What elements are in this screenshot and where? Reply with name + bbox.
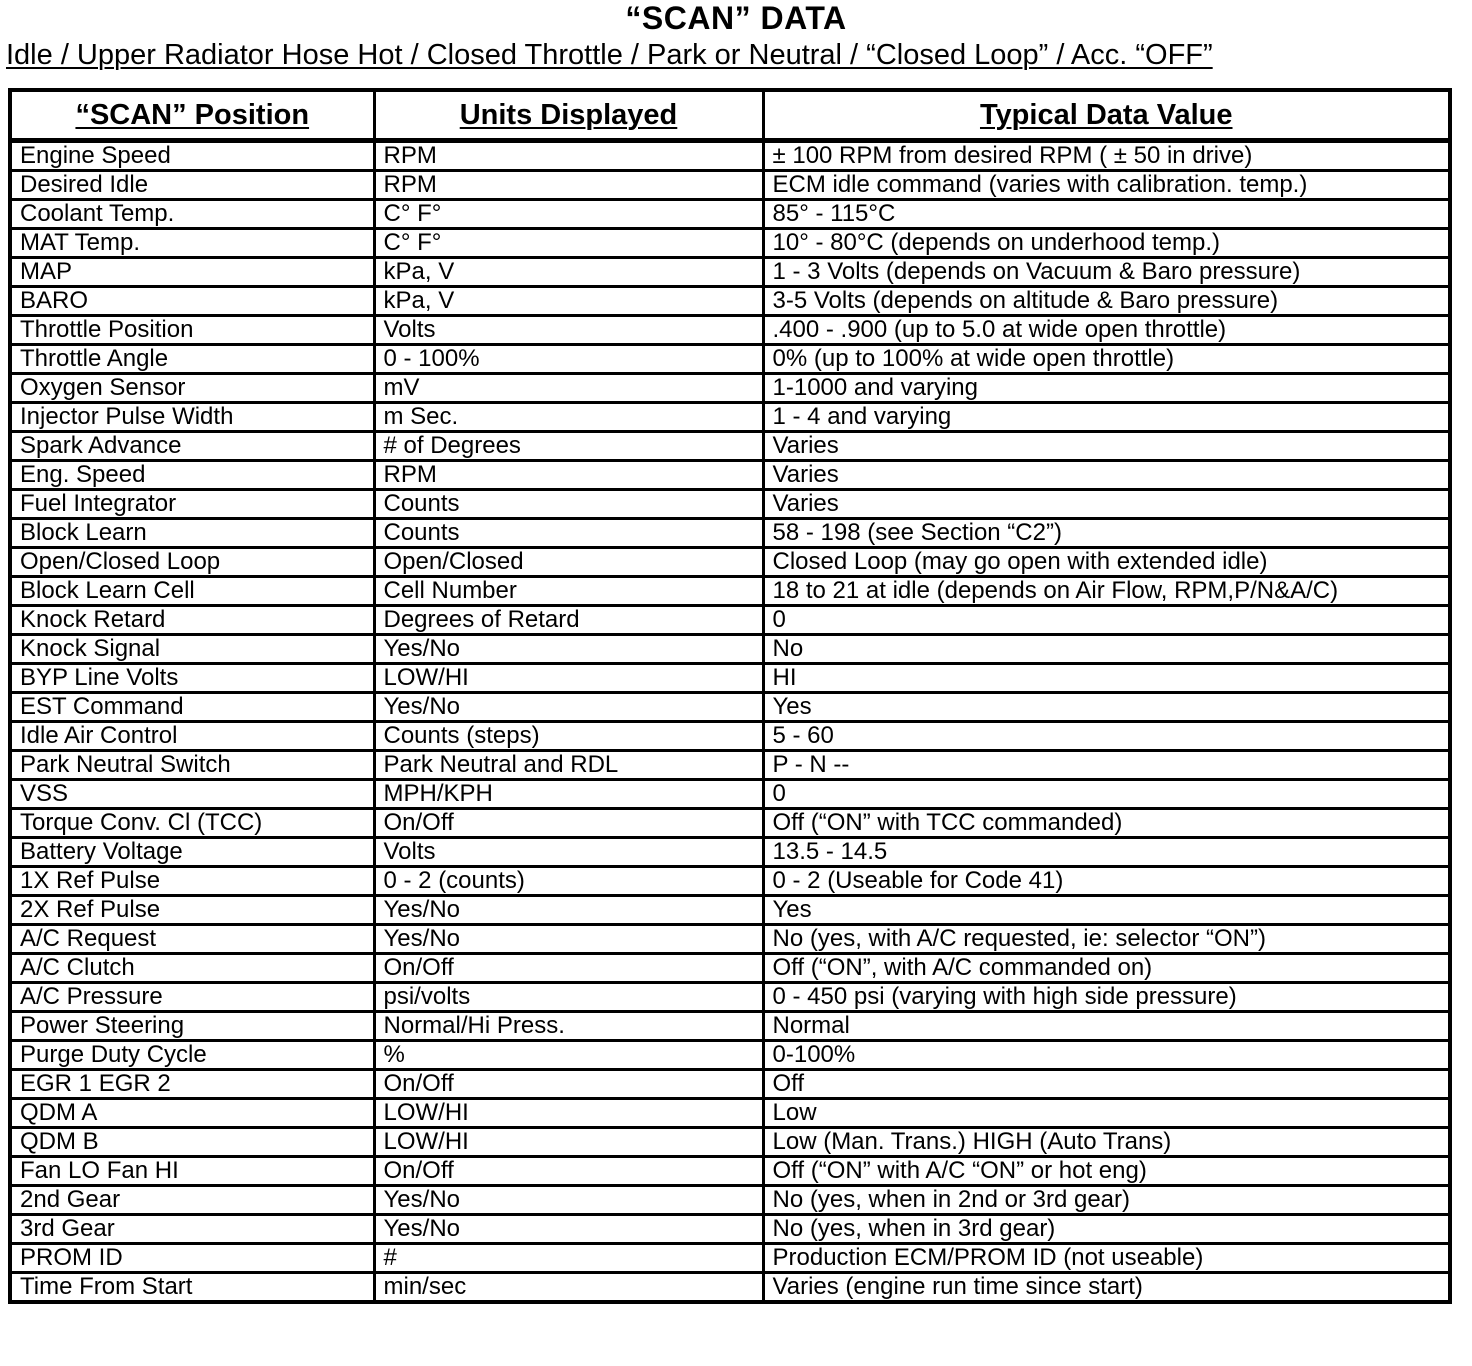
cell-scan-position: Torque Conv. Cl (TCC)	[10, 809, 374, 838]
cell-typical-data-value: Yes	[763, 896, 1450, 925]
cell-typical-data-value: Varies	[763, 461, 1450, 490]
cell-units-displayed: C° F°	[374, 229, 763, 258]
cell-units-displayed: Counts (steps)	[374, 722, 763, 751]
cell-typical-data-value: Normal	[763, 1012, 1450, 1041]
cell-units-displayed: LOW/HI	[374, 664, 763, 693]
cell-scan-position: Battery Voltage	[10, 838, 374, 867]
header-typical-data-value-label: Typical Data Value	[979, 98, 1233, 131]
cell-scan-position: Power Steering	[10, 1012, 374, 1041]
cell-typical-data-value: 0 - 2 (Useable for Code 41)	[763, 867, 1450, 896]
table-row	[10, 780, 1450, 809]
cell-units-displayed: RPM	[374, 171, 763, 200]
cell-scan-position: VSS	[10, 780, 374, 809]
cell-scan-position: Purge Duty Cycle	[10, 1041, 374, 1070]
cell-units-displayed: C° F°	[374, 200, 763, 229]
cell-units-displayed: Normal/Hi Press.	[374, 1012, 763, 1041]
cell-units-displayed: 0 - 2 (counts)	[374, 867, 763, 896]
cell-typical-data-value: Off (“ON”, with A/C commanded on)	[763, 954, 1450, 983]
table-row	[10, 316, 1450, 345]
cell-scan-position: 3rd Gear	[10, 1215, 374, 1244]
cell-units-displayed: On/Off	[374, 1070, 763, 1099]
cell-scan-position: Oxygen Sensor	[10, 374, 374, 403]
cell-scan-position: BYP Line Volts	[10, 664, 374, 693]
cell-typical-data-value: No	[763, 635, 1450, 664]
cell-typical-data-value: 0	[763, 780, 1450, 809]
cell-units-displayed: m Sec.	[374, 403, 763, 432]
cell-typical-data-value: ECM idle command (varies with calibration. temp.)	[763, 171, 1450, 200]
table-row	[10, 519, 1450, 548]
cell-units-displayed: Yes/No	[374, 693, 763, 722]
cell-typical-data-value: No (yes, when in 3rd gear)	[763, 1215, 1450, 1244]
cell-typical-data-value: 0-100%	[763, 1041, 1450, 1070]
table-row	[10, 1012, 1450, 1041]
table-row	[10, 1041, 1450, 1070]
cell-units-displayed: # of Degrees	[374, 432, 763, 461]
cell-scan-position: EGR 1 EGR 2	[10, 1070, 374, 1099]
cell-typical-data-value: 85° - 115°C	[763, 200, 1450, 229]
scan-data-table	[8, 88, 1452, 1304]
table-row	[10, 141, 1450, 171]
header-units-displayed	[374, 90, 763, 141]
table-row	[10, 722, 1450, 751]
cell-units-displayed: Volts	[374, 316, 763, 345]
cell-typical-data-value: No (yes, with A/C requested, ie: selector “ON”)	[763, 925, 1450, 954]
cell-typical-data-value: Production ECM/PROM ID (not useable)	[763, 1244, 1450, 1273]
cell-units-displayed: Yes/No	[374, 635, 763, 664]
cell-scan-position: A/C Request	[10, 925, 374, 954]
cell-typical-data-value: 0% (up to 100% at wide open throttle)	[763, 345, 1450, 374]
cell-units-displayed: On/Off	[374, 1157, 763, 1186]
table-row	[10, 809, 1450, 838]
cell-units-displayed: Open/Closed	[374, 548, 763, 577]
table-row	[10, 1128, 1450, 1157]
cell-scan-position: Engine Speed	[10, 141, 374, 171]
table-row	[10, 345, 1450, 374]
cell-typical-data-value: Low	[763, 1099, 1450, 1128]
cell-typical-data-value: 10° - 80°C (depends on underhood temp.)	[763, 229, 1450, 258]
cell-scan-position: 2X Ref Pulse	[10, 896, 374, 925]
cell-scan-position: Block Learn	[10, 519, 374, 548]
cell-units-displayed: Counts	[374, 519, 763, 548]
cell-units-displayed: Yes/No	[374, 925, 763, 954]
cell-scan-position: Time From Start	[10, 1273, 374, 1303]
cell-scan-position: Desired Idle	[10, 171, 374, 200]
table-row	[10, 171, 1450, 200]
cell-typical-data-value: 1 - 4 and varying	[763, 403, 1450, 432]
cell-typical-data-value: 0 - 450 psi (varying with high side pressure)	[763, 983, 1450, 1012]
table-row	[10, 1215, 1450, 1244]
cell-typical-data-value: No (yes, when in 2nd or 3rd gear)	[763, 1186, 1450, 1215]
cell-units-displayed: Cell Number	[374, 577, 763, 606]
table-row	[10, 432, 1450, 461]
cell-typical-data-value: Low (Man. Trans.) HIGH (Auto Trans)	[763, 1128, 1450, 1157]
cell-typical-data-value: 5 - 60	[763, 722, 1450, 751]
cell-units-displayed: On/Off	[374, 809, 763, 838]
table-row	[10, 1070, 1450, 1099]
cell-scan-position: Eng. Speed	[10, 461, 374, 490]
cell-units-displayed: psi/volts	[374, 983, 763, 1012]
cell-typical-data-value: Varies	[763, 490, 1450, 519]
table-row	[10, 925, 1450, 954]
cell-scan-position: MAP	[10, 258, 374, 287]
cell-units-displayed: mV	[374, 374, 763, 403]
header-scan-position	[10, 90, 374, 141]
cell-scan-position: Injector Pulse Width	[10, 403, 374, 432]
cell-units-displayed: LOW/HI	[374, 1128, 763, 1157]
header-scan-position-label: “SCAN” Position	[75, 98, 310, 131]
cell-scan-position: Throttle Position	[10, 316, 374, 345]
cell-units-displayed: 0 - 100%	[374, 345, 763, 374]
cell-units-displayed: Yes/No	[374, 1215, 763, 1244]
cell-units-displayed: %	[374, 1041, 763, 1070]
header-units-displayed-label: Units Displayed	[459, 98, 678, 131]
cell-scan-position: EST Command	[10, 693, 374, 722]
cell-units-displayed: kPa, V	[374, 258, 763, 287]
cell-scan-position: Block Learn Cell	[10, 577, 374, 606]
table-row	[10, 954, 1450, 983]
cell-typical-data-value: Off	[763, 1070, 1450, 1099]
table-row	[10, 229, 1450, 258]
cell-scan-position: A/C Clutch	[10, 954, 374, 983]
cell-typical-data-value: P - N --	[763, 751, 1450, 780]
document-subtitle: Idle / Upper Radiator Hose Hot / Closed Throttle / Park or Neutral / “Closed Loop” / Acc. “OFF”	[6, 39, 1213, 71]
cell-scan-position: QDM A	[10, 1099, 374, 1128]
table-row	[10, 548, 1450, 577]
table-row	[10, 461, 1450, 490]
cell-typical-data-value: 1 - 3 Volts (depends on Vacuum & Baro pressure)	[763, 258, 1450, 287]
cell-units-displayed: kPa, V	[374, 287, 763, 316]
table-row	[10, 693, 1450, 722]
cell-scan-position: Open/Closed Loop	[10, 548, 374, 577]
cell-scan-position: MAT Temp.	[10, 229, 374, 258]
cell-scan-position: Fan LO Fan HI	[10, 1157, 374, 1186]
cell-units-displayed: #	[374, 1244, 763, 1273]
cell-scan-position: BARO	[10, 287, 374, 316]
cell-scan-position: Coolant Temp.	[10, 200, 374, 229]
table-row	[10, 577, 1450, 606]
cell-scan-position: A/C Pressure	[10, 983, 374, 1012]
cell-typical-data-value: Off (“ON” with A/C “ON” or hot eng)	[763, 1157, 1450, 1186]
table-row	[10, 490, 1450, 519]
cell-typical-data-value: 1-1000 and varying	[763, 374, 1450, 403]
cell-scan-position: Knock Retard	[10, 606, 374, 635]
cell-typical-data-value: Yes	[763, 693, 1450, 722]
cell-scan-position: Park Neutral Switch	[10, 751, 374, 780]
table-row	[10, 200, 1450, 229]
table-row	[10, 1157, 1450, 1186]
table-row	[10, 403, 1450, 432]
cell-units-displayed: RPM	[374, 141, 763, 171]
cell-scan-position: Knock Signal	[10, 635, 374, 664]
table-row	[10, 1099, 1450, 1128]
table-row	[10, 751, 1450, 780]
header-typical-data-value	[763, 90, 1450, 141]
cell-scan-position: Throttle Angle	[10, 345, 374, 374]
cell-units-displayed: Counts	[374, 490, 763, 519]
cell-typical-data-value: ± 100 RPM from desired RPM ( ± 50 in drive)	[763, 141, 1450, 171]
cell-units-displayed: MPH/KPH	[374, 780, 763, 809]
table-row	[10, 287, 1450, 316]
cell-scan-position: Spark Advance	[10, 432, 374, 461]
cell-scan-position: PROM ID	[10, 1244, 374, 1273]
table-row	[10, 896, 1450, 925]
table-row	[10, 606, 1450, 635]
table-row	[10, 983, 1450, 1012]
cell-typical-data-value: Varies (engine run time since start)	[763, 1273, 1450, 1303]
cell-units-displayed: RPM	[374, 461, 763, 490]
cell-units-displayed: min/sec	[374, 1273, 763, 1303]
cell-typical-data-value: .400 - .900 (up to 5.0 at wide open throttle)	[763, 316, 1450, 345]
table-row	[10, 1186, 1450, 1215]
cell-units-displayed: Park Neutral and RDL	[374, 751, 763, 780]
table-row	[10, 867, 1450, 896]
cell-typical-data-value: 58 - 198 (see Section “C2”)	[763, 519, 1450, 548]
cell-units-displayed: Degrees of Retard	[374, 606, 763, 635]
cell-units-displayed: Yes/No	[374, 1186, 763, 1215]
cell-units-displayed: On/Off	[374, 954, 763, 983]
table-row	[10, 664, 1450, 693]
cell-typical-data-value: 13.5 - 14.5	[763, 838, 1450, 867]
cell-scan-position: Idle Air Control	[10, 722, 374, 751]
cell-units-displayed: LOW/HI	[374, 1099, 763, 1128]
table-row	[10, 1244, 1450, 1273]
cell-scan-position: Fuel Integrator	[10, 490, 374, 519]
table-row	[10, 838, 1450, 867]
table-row	[10, 258, 1450, 287]
cell-scan-position: QDM B	[10, 1128, 374, 1157]
table-header-row	[10, 90, 1450, 141]
table-row	[10, 1273, 1450, 1303]
cell-scan-position: 1X Ref Pulse	[10, 867, 374, 896]
cell-scan-position: 2nd Gear	[10, 1186, 374, 1215]
cell-units-displayed: Yes/No	[374, 896, 763, 925]
cell-typical-data-value: Varies	[763, 432, 1450, 461]
cell-typical-data-value: Off (“ON” with TCC commanded)	[763, 809, 1450, 838]
document-title: “SCAN” DATA	[625, 0, 847, 36]
cell-typical-data-value: 3-5 Volts (depends on altitude & Baro pressure)	[763, 287, 1450, 316]
cell-typical-data-value: 18 to 21 at idle (depends on Air Flow, RPM,P/N&A/C)	[763, 577, 1450, 606]
table-row	[10, 374, 1450, 403]
cell-units-displayed: Volts	[374, 838, 763, 867]
cell-typical-data-value: 0	[763, 606, 1450, 635]
cell-typical-data-value: HI	[763, 664, 1450, 693]
table-row	[10, 635, 1450, 664]
cell-typical-data-value: Closed Loop (may go open with extended idle)	[763, 548, 1450, 577]
table-body	[10, 141, 1450, 1303]
